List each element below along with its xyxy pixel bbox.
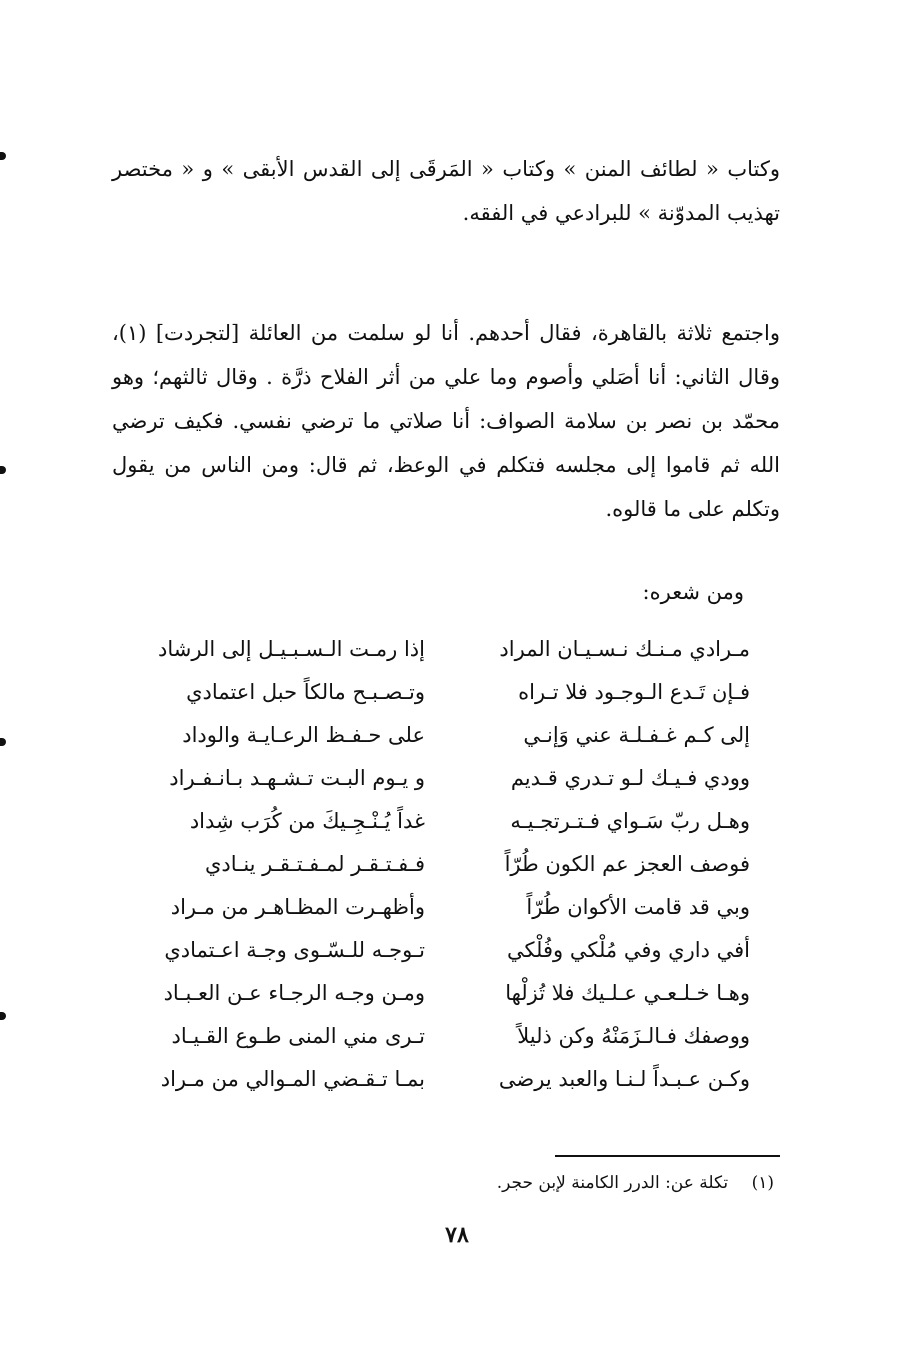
footnote-marker: (١): [751, 1173, 774, 1193]
verse-second-hemistich: بمـا تـقـضي المـوالي من مـراد: [160, 1067, 425, 1091]
scan-margin-mark: [0, 152, 6, 160]
paragraph-anecdote: واجتمع ثلاثة بالقاهرة، فقال أحدهم. أنا لو سلمت من العائلة [لتجردت] (١)، وقال الثاني: أنا أصَلي وأصوم وما علي من أثر الفلاح ذرَّة . وقال ثالثهم؛ وهو محمّد بن نصر بن سلامة الصواف: أنا صلاتي ما ترضي نفسي. فكيف ترضي الله ثم قاموا إلى مجلسه فتكلم في الوعظ، ثم قال: ومن الناس من يقول وتكلم على ما قالوه.: [112, 321, 780, 521]
page-number: ٧٨: [445, 1222, 469, 1248]
verse-first-hemistich: فوصف العجز عم الكون طُرّاً: [504, 852, 750, 876]
poem-verse: [150, 671, 750, 714]
verse-second-hemistich: فـفـتـقـر لمـفـتـقـر ينـادي: [204, 852, 425, 876]
poem-verse: [150, 843, 750, 886]
footnote: [497, 1168, 774, 1198]
scan-margin-mark: [0, 466, 6, 474]
verse-second-hemistich: وتـصـبـح مالكاً حبل اعتمادي: [186, 680, 425, 704]
poem-verse: [150, 1015, 750, 1058]
poem-verse: [150, 886, 750, 929]
poem-intro: ومن شعره:: [642, 580, 744, 604]
verse-second-hemistich: غداً يُـنْـجِـيكَ من كُرَب شِداد: [189, 809, 425, 833]
verse-first-hemistich: مـرادي مـنـك نـسـيـان المراد: [499, 637, 750, 661]
verse-first-hemistich: فـإن تَـدع الـوجـود فلا تـراه: [518, 680, 750, 704]
verse-second-hemistich: على حـفـظ الرعـايـة والوداد: [182, 723, 425, 747]
poem: [150, 628, 750, 1101]
poem-verse: [150, 628, 750, 671]
paragraph-book-titles: وكتاب « لطائف المنن » وكتاب « المَرقَى إلى القدس الأبقى » و « مختصر تهذيب المدوّنة » للبرادعي في الفقه.: [112, 157, 780, 225]
poem-verse: [150, 757, 750, 800]
verse-second-hemistich: وأظهـرت المظـاهـر من مـراد: [170, 895, 425, 919]
footnote-divider: [555, 1155, 780, 1157]
poem-verse: [150, 972, 750, 1015]
verse-second-hemistich: ومـن وجـه الرجـاء عـن العـبـاد: [163, 981, 425, 1005]
verse-second-hemistich: تـوجـه للـسّـوى وجـة اعـتمادي: [164, 938, 425, 962]
verse-first-hemistich: أفي داري وفي مُلْكي وفُلْكي: [506, 938, 750, 962]
poem-verse: [150, 929, 750, 972]
verse-first-hemistich: وودي فـيـك لـو تـدري قـديم: [510, 766, 750, 790]
poem-verse: [150, 1058, 750, 1101]
verse-second-hemistich: إذا رمـت الـسـبـيـل إلى الرشاد: [158, 637, 425, 661]
verse-second-hemistich: تـرى مني المنى طـوع القـيـاد: [171, 1024, 425, 1048]
verse-first-hemistich: وكـن عـبـداً لـنـا والعبد يرضى: [498, 1067, 750, 1091]
verse-first-hemistich: إلى كـم غـفـلـة عني وَإنـي: [523, 723, 750, 747]
poem-verse: [150, 714, 750, 757]
scan-margin-mark: [0, 1012, 6, 1020]
verse-second-hemistich: و يـوم البـت تـشـهـد بـانـفـراد: [169, 766, 425, 790]
poem-verse: [150, 800, 750, 843]
footnote-text: تكلة عن: الدرر الكامنة لإبن حجر.: [496, 1173, 729, 1193]
verse-first-hemistich: وهـل ربّ سَـواي فـتـرتجـيـه: [510, 809, 750, 833]
verse-first-hemistich: وبي قد قامت الأكوان طُرّاً: [526, 895, 750, 919]
scan-margin-mark: [0, 738, 6, 746]
verse-first-hemistich: وهـا خـلـعـي عـلـيك فلا تُزلْها: [505, 981, 750, 1005]
verse-first-hemistich: ووصفك فـالـزَمَنْهُ وكن ذليلاً: [517, 1024, 750, 1048]
